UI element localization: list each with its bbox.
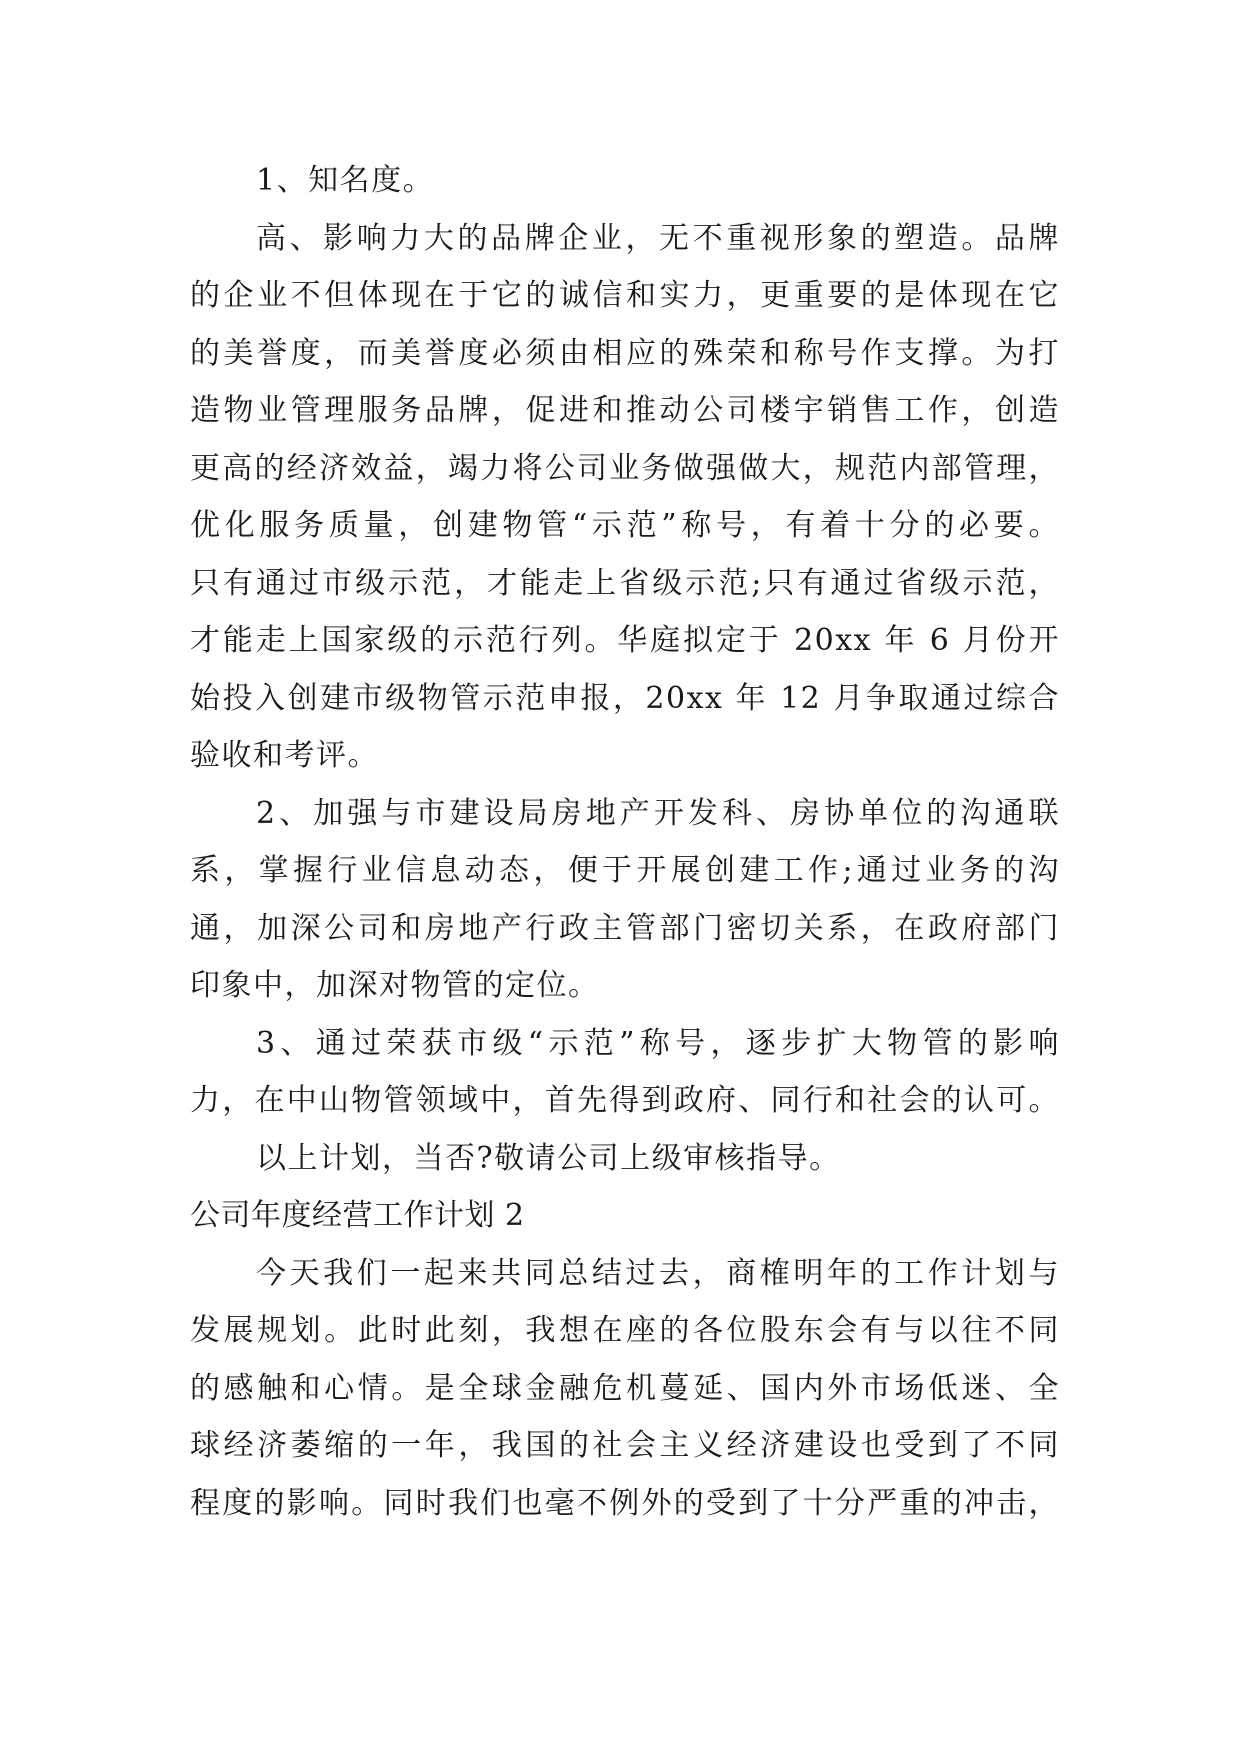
paragraph-line: 验收和考评。 bbox=[190, 738, 379, 773]
paragraph-line: 的感触和心情。是全球金融危机蔓延、国内外市场低迷、全 bbox=[190, 1370, 1060, 1406]
paragraph-line: 今天我们一起来共同总结过去，商榷明年的工作计划与 bbox=[256, 1255, 1060, 1291]
paragraph-line: 的企业不但体现在于它的诚信和实力，更重要的是体现在它 bbox=[190, 278, 1060, 313]
paragraph-line: 优化服务质量，创建物管“示范”称号，有着十分的必要。 bbox=[190, 508, 1060, 543]
list-item-3-line: 3、通过荣获市级“示范”称号，逐步扩大物管的影响 bbox=[256, 1025, 1060, 1061]
document-body bbox=[190, 152, 1060, 1532]
paragraph-line: 才能走上国家级的示范行列。华庭拟定于 20xx 年 6 月份开 bbox=[190, 623, 1060, 658]
paragraph-line: 力，在中山物管领域中，首先得到政府、同行和社会的认可。 bbox=[190, 1083, 1060, 1118]
paragraph-line: 只有通过市级示范，才能走上省级示范;只有通过省级示范， bbox=[190, 565, 1060, 601]
section-title: 公司年度经营工作计划 2 bbox=[190, 1198, 525, 1233]
list-item-heading-1: 1、知名度。 bbox=[256, 163, 435, 198]
paragraph-line: 球经济萎缩的一年，我国的社会主义经济建设也受到了不同 bbox=[190, 1428, 1060, 1463]
paragraph-line: 始投入创建市级物管示范申报，20xx 年 12 月争取通过综合 bbox=[190, 680, 1060, 716]
list-item-2-line: 2、加强与市建设局房地产开发科、房协单位的沟通联 bbox=[256, 795, 1060, 831]
paragraph-line: 高、影响力大的品牌企业，无不重视形象的塑造。品牌 bbox=[256, 220, 1060, 256]
closing-line: 以上计划，当否?敬请公司上级审核指导。 bbox=[256, 1140, 841, 1176]
paragraph-line: 更高的经济效益，竭力将公司业务做强做大，规范内部管理， bbox=[190, 450, 1060, 486]
paragraph-line: 的美誉度，而美誉度必须由相应的殊荣和称号作支撑。为打 bbox=[190, 335, 1060, 371]
paragraph-line: 发展规划。此时此刻，我想在座的各位股东会有与以往不同 bbox=[190, 1313, 1060, 1348]
paragraph-line: 印象中，加深对物管的定位。 bbox=[190, 968, 600, 1003]
paragraph-line: 通，加深公司和房地产行政主管部门密切关系，在政府部门 bbox=[190, 910, 1060, 946]
paragraph-line: 造物业管理服务品牌，促进和推动公司楼宇销售工作，创造 bbox=[190, 393, 1060, 428]
paragraph-line: 系，掌握行业信息动态，便于开展创建工作;通过业务的沟 bbox=[190, 853, 1060, 888]
paragraph-line: 程度的影响。同时我们也毫不例外的受到了十分严重的冲击， bbox=[190, 1485, 1060, 1521]
